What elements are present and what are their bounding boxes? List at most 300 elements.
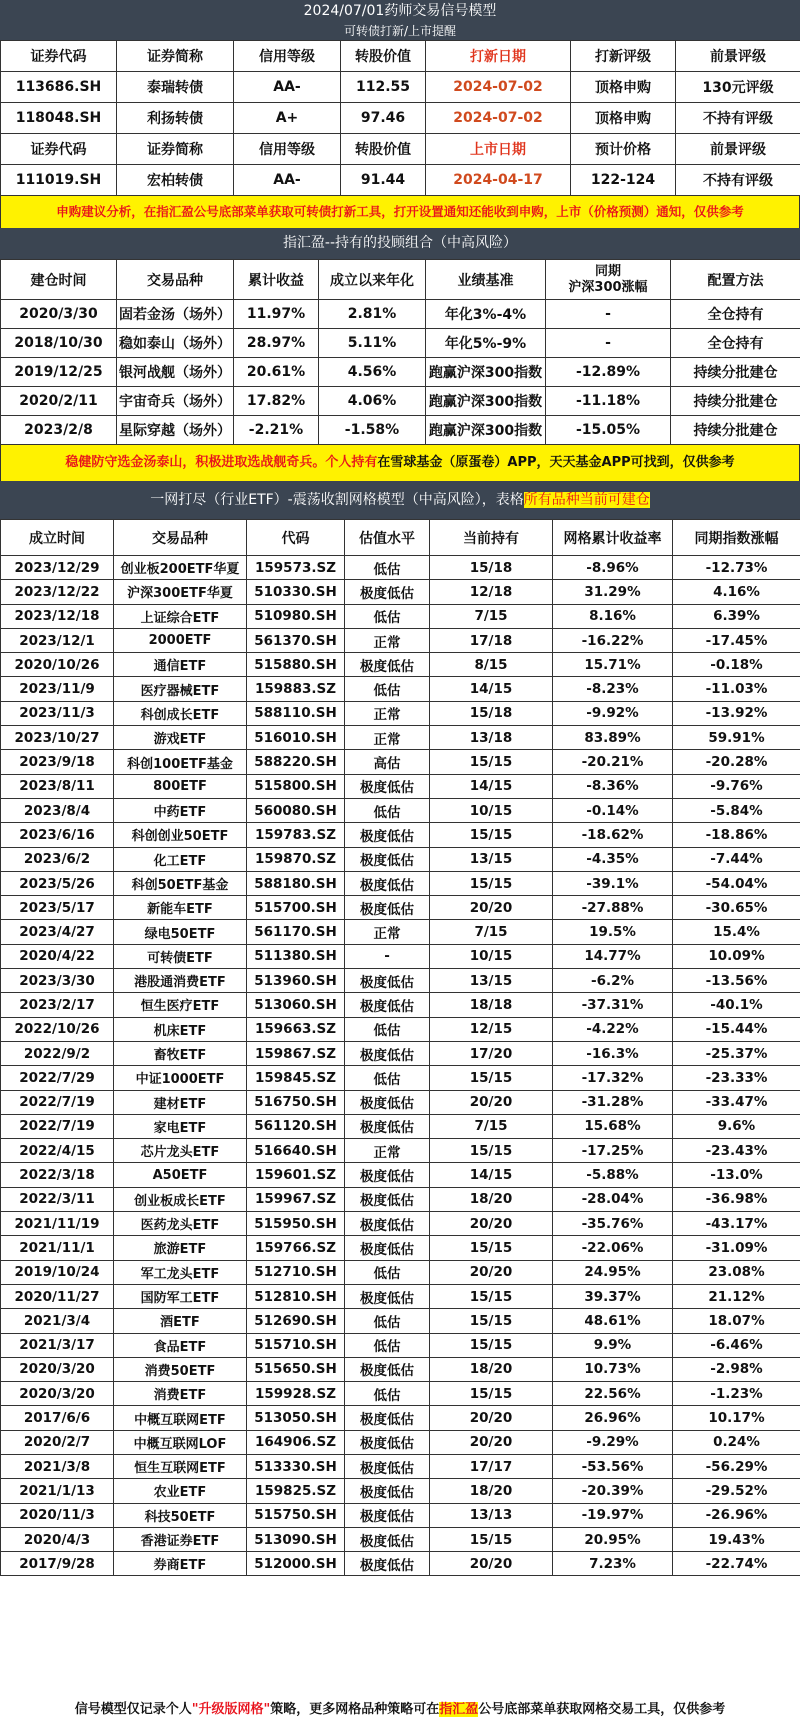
table-cell: 固若金汤（场外） [117,300,234,329]
table-cell: 6.39% [673,604,800,628]
table-cell: 588110.SH [247,701,345,725]
table-row [1,798,800,822]
table-cell: 122-124 [571,165,676,196]
table-cell: -23.33% [673,1066,800,1090]
table-row [1,1260,800,1284]
table-cell: 7/15 [430,1114,553,1138]
table-cell: 12/18 [430,580,553,604]
portfolio-table [0,259,800,445]
table-cell: 18/20 [430,1187,553,1211]
table-cell: 2022/10/26 [1,1017,114,1041]
table-row [1,823,800,847]
table-cell: 9.6% [673,1114,800,1138]
table-cell: 560080.SH [247,798,345,822]
table-cell: 化工ETF [114,847,247,871]
column-header: 交易品种 [117,260,234,300]
portfolio-notice-red: 稳健防守选金汤泰山，积极进取选战舰奇兵。个人持有 [65,455,378,470]
table-row [1,580,800,604]
table-cell: 2024-04-17 [426,165,571,196]
footer-text-5: 公号底部菜单获取网格交易工具，仅供参考 [478,1702,726,1717]
table-cell: 消费50ETF [114,1357,247,1381]
table-cell: 食品ETF [114,1333,247,1357]
table-row [1,628,800,652]
column-header: 转股价值 [341,134,426,165]
table-cell: 18/18 [430,993,553,1017]
table-cell: 13/15 [430,847,553,871]
table-cell: 7/15 [430,920,553,944]
table-cell: 12/15 [430,1017,553,1041]
table-cell: 159825.SZ [247,1479,345,1503]
table-row [1,847,800,871]
column-header: 累计收益 [234,260,319,300]
table-cell: 17/18 [430,628,553,652]
table-cell: 极度低估 [345,580,430,604]
table-cell: 20/20 [430,1406,553,1430]
table-cell: 2022/7/19 [1,1114,114,1138]
column-header: 证券代码 [1,41,117,72]
table-cell: 513330.SH [247,1454,345,1478]
table-row [1,604,800,628]
table-cell: 极度低估 [345,653,430,677]
table-cell: 2022/4/15 [1,1139,114,1163]
table-cell: 正常 [345,726,430,750]
table-cell: -2.98% [673,1357,800,1381]
table-row [1,1503,800,1527]
table-cell: 2020/3/20 [1,1382,114,1406]
table-cell: 13/15 [430,969,553,993]
table-cell: 516750.SH [247,1090,345,1114]
table-cell: -15.05% [546,416,671,445]
table-cell: 正常 [345,701,430,725]
table-cell: 14/15 [430,677,553,701]
table-cell: -40.1% [673,993,800,1017]
table-cell: 2023/12/1 [1,628,114,652]
table-cell: -1.58% [319,416,426,445]
table-cell: 2023/5/17 [1,896,114,920]
table-cell: 17/20 [430,1041,553,1065]
table-cell: 15.4% [673,920,800,944]
table-row [1,1090,800,1114]
table-cell: 不持有评级 [676,103,800,134]
table-cell: 20/20 [430,896,553,920]
table-cell: 18/20 [430,1479,553,1503]
table-cell: 创业板200ETF华夏 [114,556,247,580]
table-cell: 97.46 [341,103,426,134]
table-cell: -1.23% [673,1382,800,1406]
table-cell: -20.39% [553,1479,673,1503]
table-cell: 15/15 [430,823,553,847]
table-row [1,1212,800,1236]
table-cell: -2.21% [234,416,319,445]
table-cell: 家电ETF [114,1114,247,1138]
grid-model-title-main: 一网打尽（行业ETF）-震荡收割网格模型（中高风险），表格 [150,492,524,508]
table-cell: -11.03% [673,677,800,701]
table-row [1,1454,800,1478]
table-cell: 高估 [345,750,430,774]
column-header: 转股价值 [341,41,426,72]
table-cell: 2023/3/30 [1,969,114,993]
table-cell: AA- [234,72,341,103]
table-cell: -43.17% [673,1212,800,1236]
table-cell: -9.76% [673,774,800,798]
table-cell: 极度低估 [345,969,430,993]
table-cell: 极度低估 [345,847,430,871]
column-header: 当前持有 [430,520,553,556]
table-cell: 极度低估 [345,1284,430,1308]
table-cell: 31.29% [553,580,673,604]
table-cell: 星际穿越（场外） [117,416,234,445]
table-cell: 17/17 [430,1454,553,1478]
table-cell: -18.86% [673,823,800,847]
table-cell: 顶格申购 [571,103,676,134]
table-cell: 15/15 [430,1333,553,1357]
table-cell: -22.74% [673,1552,800,1576]
table-cell: 持续分批建仓 [671,387,800,416]
table-cell: 低估 [345,1017,430,1041]
table-cell: 20.61% [234,358,319,387]
table-cell: 正常 [345,920,430,944]
table-cell: 2023/6/2 [1,847,114,871]
table-cell: 48.61% [553,1309,673,1333]
column-header: 网格累计收益率 [553,520,673,556]
table-cell: 港股通消费ETF [114,969,247,993]
table-cell: -8.23% [553,677,673,701]
table-cell: 15/15 [430,1309,553,1333]
table-cell: 极度低估 [345,1236,430,1260]
table-row [1,1309,800,1333]
table-cell: 极度低估 [345,1503,430,1527]
table-cell: 91.44 [341,165,426,196]
table-row [1,1527,800,1551]
table-cell: 39.37% [553,1284,673,1308]
table-cell: 13/18 [430,726,553,750]
table-cell: 512710.SH [247,1260,345,1284]
table-cell: 159967.SZ [247,1187,345,1211]
table-row [1,1430,800,1454]
table-cell: -54.04% [673,871,800,895]
table-cell: 全仓持有 [671,300,800,329]
table-cell: 2023/8/4 [1,798,114,822]
table-cell: A+ [234,103,341,134]
table-cell: -30.65% [673,896,800,920]
table-cell: 159766.SZ [247,1236,345,1260]
table-cell: -13.0% [673,1163,800,1187]
table-cell: 2022/3/18 [1,1163,114,1187]
table-cell: 15/15 [430,871,553,895]
table-cell: 513960.SH [247,969,345,993]
column-header: 前景评级 [676,41,800,72]
table-cell: 510330.SH [247,580,345,604]
table-cell: - [546,329,671,358]
table-cell: 10.09% [673,944,800,968]
table-cell: 绿电50ETF [114,920,247,944]
table-cell: 旅游ETF [114,1236,247,1260]
table-cell: 15/15 [430,1139,553,1163]
table-cell: 2020/2/11 [1,387,117,416]
table-cell: 极度低估 [345,774,430,798]
table-cell: 2023/6/16 [1,823,114,847]
table-cell: -31.28% [553,1090,673,1114]
table-cell: 年化5%-9% [426,329,546,358]
table-cell: 低估 [345,1309,430,1333]
table-cell: 510980.SH [247,604,345,628]
page-title: 2024/07/01药师交易信号模型 [0,0,800,22]
table-cell: 2023/10/27 [1,726,114,750]
table-cell: -17.32% [553,1066,673,1090]
table-row [1,1066,800,1090]
table-cell: 9.9% [553,1333,673,1357]
table-cell: 低估 [345,1382,430,1406]
table-cell: 2023/5/26 [1,871,114,895]
table-cell: 农业ETF [114,1479,247,1503]
portfolio-notice-banner [0,445,800,481]
table-cell: 科创创业50ETF [114,823,247,847]
table-cell: -39.1% [553,871,673,895]
table-cell: 159601.SZ [247,1163,345,1187]
table-cell: 20/20 [430,1090,553,1114]
table-cell: 2021/3/4 [1,1309,114,1333]
table-cell: 26.96% [553,1406,673,1430]
table-cell: 159867.SZ [247,1041,345,1065]
ipo-notice-banner: 申购建议分析，在指汇盈公号底部菜单获取可转债打新工具，打开设置通知还能收到申购，上市（价格预测）通知，仅供参考 [0,196,800,228]
table-cell: 科创成长ETF [114,701,247,725]
table-cell: 2017/6/6 [1,1406,114,1430]
table-cell: -16.3% [553,1041,673,1065]
table-cell: 极度低估 [345,871,430,895]
table-cell: 2023/8/11 [1,774,114,798]
table-cell: 2020/3/20 [1,1357,114,1381]
table-cell: -20.28% [673,750,800,774]
table-header-row [1,260,800,300]
table-cell: 130元评级 [676,72,800,103]
table-cell: 持续分批建仓 [671,416,800,445]
table-cell: 券商ETF [114,1552,247,1576]
column-header: 证券简称 [117,134,234,165]
table-cell: 10.17% [673,1406,800,1430]
table-cell: 19.43% [673,1527,800,1551]
table-cell: -13.56% [673,969,800,993]
table-cell: 15/15 [430,1382,553,1406]
table-cell: 561120.SH [247,1114,345,1138]
table-cell: -4.35% [553,847,673,871]
table-cell: 畜牧ETF [114,1041,247,1065]
table-cell: 极度低估 [345,1090,430,1114]
table-cell: 中药ETF [114,798,247,822]
table-cell: 19.5% [553,920,673,944]
table-cell: -53.56% [553,1454,673,1478]
table-cell: -8.96% [553,556,673,580]
table-cell: 2020/4/3 [1,1527,114,1551]
table-cell: 2019/10/24 [1,1260,114,1284]
table-cell: -12.89% [546,358,671,387]
table-cell: 中概互联网ETF [114,1406,247,1430]
table-cell: 0.24% [673,1430,800,1454]
table-row [1,556,800,580]
table-header-row [1,520,800,556]
table-cell: -12.73% [673,556,800,580]
table-row [1,329,800,358]
table-cell: -28.04% [553,1187,673,1211]
table-cell: 2021/11/1 [1,1236,114,1260]
table-cell: 21.12% [673,1284,800,1308]
column-header: 证券简称 [117,41,234,72]
table-cell: 111019.SH [1,165,117,196]
table-cell: 20/20 [430,1430,553,1454]
table-cell: 2023/9/18 [1,750,114,774]
table-cell: 2023/12/18 [1,604,114,628]
table-cell: 512810.SH [247,1284,345,1308]
table-cell: 24.95% [553,1260,673,1284]
table-cell: 极度低估 [345,1479,430,1503]
table-cell: 新能车ETF [114,896,247,920]
table-cell: 5.11% [319,329,426,358]
table-row [1,1406,800,1430]
table-row [1,677,800,701]
table-cell: 20/20 [430,1212,553,1236]
table-cell: 宇宙奇兵（场外） [117,387,234,416]
table-cell: 恒生互联网ETF [114,1454,247,1478]
column-header: 上市日期 [426,134,571,165]
table-cell: A50ETF [114,1163,247,1187]
footer-text-2: "升级版网格" [191,1702,271,1717]
table-cell: 沪深300ETF华夏 [114,580,247,604]
table-cell: 2022/7/19 [1,1090,114,1114]
table-cell: 15/15 [430,1066,553,1090]
table-cell: 低估 [345,1066,430,1090]
table-cell: 2019/12/25 [1,358,117,387]
table-cell: 低估 [345,556,430,580]
table-cell: 2020/11/3 [1,1503,114,1527]
footer-note [0,1697,800,1723]
table-cell: 20/20 [430,1552,553,1576]
table-cell: 15/15 [430,1236,553,1260]
table-cell: -35.76% [553,1212,673,1236]
table-cell: - [345,944,430,968]
table-cell: 512000.SH [247,1552,345,1576]
table-cell: 11.97% [234,300,319,329]
table-cell: -5.84% [673,798,800,822]
table-cell: 118048.SH [1,103,117,134]
table-cell: -18.62% [553,823,673,847]
table-cell: 军工龙头ETF [114,1260,247,1284]
table-cell: 科创100ETF基金 [114,750,247,774]
table-cell: 宏柏转债 [117,165,234,196]
table-cell: 2020/10/26 [1,653,114,677]
table-cell: 2017/9/28 [1,1552,114,1576]
table-cell: 112.55 [341,72,426,103]
table-cell: 512690.SH [247,1309,345,1333]
table-cell: 极度低估 [345,1527,430,1551]
table-cell: 极度低估 [345,1187,430,1211]
table-row [1,416,800,445]
table-cell: 83.89% [553,726,673,750]
table-row [1,1552,800,1576]
table-cell: 正常 [345,628,430,652]
column-header: 成立时间 [1,520,114,556]
table-cell: 低估 [345,1260,430,1284]
table-cell: 511380.SH [247,944,345,968]
column-header: 预计价格 [571,134,676,165]
table-cell: 516010.SH [247,726,345,750]
column-header: 证券代码 [1,134,117,165]
table-cell: 国防军工ETF [114,1284,247,1308]
table-cell: -4.22% [553,1017,673,1041]
grid-etf-table [0,519,800,1576]
table-cell: -19.97% [553,1503,673,1527]
table-cell: 164906.SZ [247,1430,345,1454]
table-cell: -17.25% [553,1139,673,1163]
table-cell: 20/20 [430,1260,553,1284]
table-cell: 通信ETF [114,653,247,677]
table-cell: AA- [234,165,341,196]
table-cell: 2023/2/8 [1,416,117,445]
table-cell: 516640.SH [247,1139,345,1163]
table-cell: 极度低估 [345,823,430,847]
table-cell: 15.71% [553,653,673,677]
table-row [1,750,800,774]
table-row [1,358,800,387]
table-cell: 机床ETF [114,1017,247,1041]
table-cell: 酒ETF [114,1309,247,1333]
table-cell: 中概互联网LOF [114,1430,247,1454]
portfolio-notice-black: 在雪球基金（原蛋卷）APP，天天基金APP可找到，仅供参考 [377,455,735,470]
table-cell: -9.29% [553,1430,673,1454]
table-cell: 14.77% [553,944,673,968]
table-cell: 2022/3/11 [1,1187,114,1211]
table-row [1,1041,800,1065]
table-cell: 159845.SZ [247,1066,345,1090]
table-cell: -26.96% [673,1503,800,1527]
table-cell: 不持有评级 [676,165,800,196]
table-cell: -5.88% [553,1163,673,1187]
table-row [1,1236,800,1260]
column-header: 同期指数涨幅 [673,520,800,556]
table-cell: -31.09% [673,1236,800,1260]
column-header: 建仓时间 [1,260,117,300]
table-cell: 588220.SH [247,750,345,774]
portfolio-title: 指汇盈--持有的投顾组合（中高风险） [0,228,800,259]
table-row [1,920,800,944]
table-cell: 2021/11/19 [1,1212,114,1236]
table-cell: 跑赢沪深300指数 [426,416,546,445]
table-cell: 13/13 [430,1503,553,1527]
table-cell: 极度低估 [345,1357,430,1381]
table-row [1,1163,800,1187]
table-cell: 低估 [345,677,430,701]
table-cell: 银河战舰（场外） [117,358,234,387]
table-cell: -9.92% [553,701,673,725]
table-row [1,1333,800,1357]
table-cell: 科技50ETF [114,1503,247,1527]
table-cell: 15/15 [430,1284,553,1308]
column-header: 前景评级 [676,134,800,165]
table-cell: 极度低估 [345,1212,430,1236]
table-row [1,896,800,920]
table-cell: 极度低估 [345,1163,430,1187]
table-cell: 低估 [345,604,430,628]
table-cell: 8/15 [430,653,553,677]
table-row [1,653,800,677]
table-cell: 7.23% [553,1552,673,1576]
table-cell: 极度低估 [345,1041,430,1065]
table-cell: 14/15 [430,774,553,798]
table-cell: 513050.SH [247,1406,345,1430]
table-cell: -6.46% [673,1333,800,1357]
table-cell: 极度低估 [345,896,430,920]
table-cell: 159783.SZ [247,823,345,847]
table-cell: 2021/3/17 [1,1333,114,1357]
table-cell: 515700.SH [247,896,345,920]
